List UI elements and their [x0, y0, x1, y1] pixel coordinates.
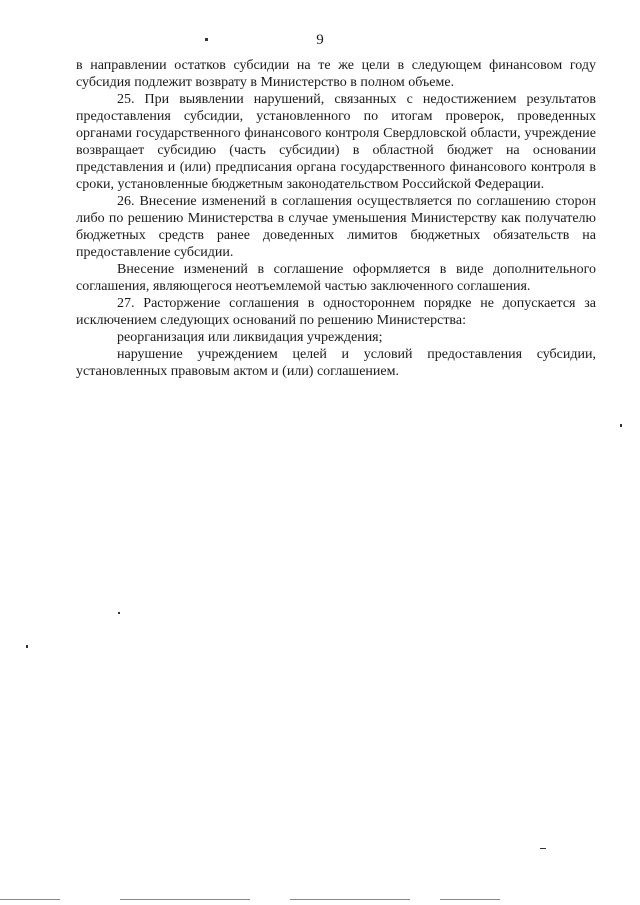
paragraph-amendment-form: Внесение изменений в соглашение оформляется в виде дополнительного соглашения, являющегося неотъемлемой частью заключенного соглашения. — [76, 262, 596, 294]
paragraph-continuation: в направлении остатков субсидии на те же цели в следующем финансовом году субсидия подлежит возврату в Министерство в полном объеме. — [76, 58, 596, 90]
scan-speck — [118, 612, 120, 614]
scan-speck — [26, 645, 28, 648]
scan-speck — [620, 424, 622, 427]
scan-speck — [540, 848, 546, 849]
paragraph-reason-violation: нарушение учреждением целей и условий предоставления субсидии, установленных правовым актом и (или) соглашением. — [76, 347, 596, 379]
scan-speck — [205, 38, 208, 41]
scan-edge-line — [290, 899, 410, 900]
scan-edge-line — [120, 899, 250, 900]
paragraph-reason-reorganization: реорганизация или ликвидация учреждения; — [117, 330, 383, 345]
document-body — [76, 57, 596, 380]
scan-edge-line — [440, 899, 500, 900]
page-number: 9 — [316, 32, 324, 48]
paragraph-item-25: 25. При выявлении нарушений, связанных с недостижением результатов предоставления субсидии, установленного по итогам проверок, проведенных органами государственного финансового контроля Свердловской области, учреждение возвращает субсидию (часть субсидии) в областной бюджет на основании представления и (или) предписания органа государственного финансового контроля в сроки, установленные бюджетным законодательством Российской Федерации. — [76, 92, 596, 192]
scan-edge-line — [0, 899, 60, 900]
paragraph-item-27: 27. Расторжение соглашения в одностороннем порядке не допускается за исключением следующих оснований по решению Министерства: — [76, 296, 596, 328]
paragraph-item-26: 26. Внесение изменений в соглашения осуществляется по соглашению сторон либо по решению Министерства в случае уменьшения Министерству как получателю бюджетных средств ранее доведенных лимитов бюджетных обязательств на предоставление субсидии. — [76, 194, 596, 260]
